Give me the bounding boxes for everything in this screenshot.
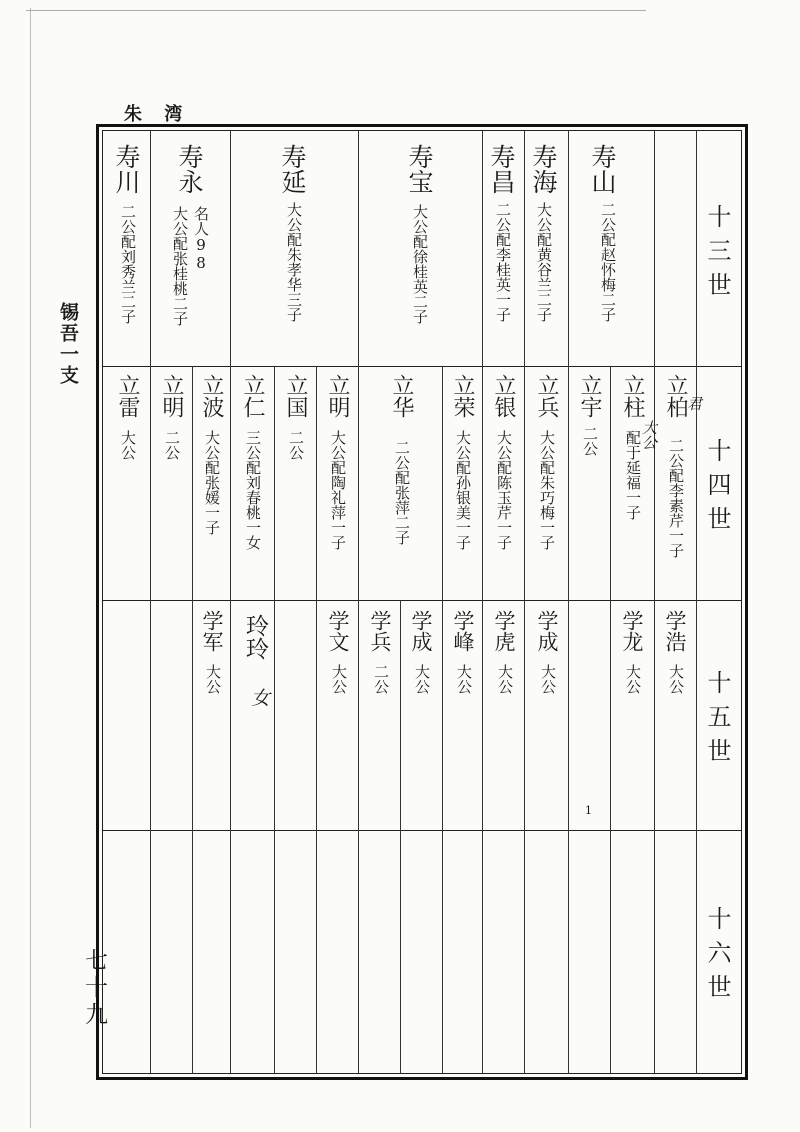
- gen15-note: 大公: [496, 664, 514, 694]
- row-divider-15: [102, 830, 742, 831]
- gen15-name: 玲玲: [242, 614, 268, 660]
- gen14-name: 立宇: [577, 374, 602, 418]
- gen14-name: 立波: [199, 374, 224, 418]
- r14-divider: [654, 366, 655, 600]
- r14-divider: [610, 366, 611, 600]
- gen15-name: 学成: [535, 610, 559, 652]
- gen15-note: 大公: [330, 664, 348, 694]
- gen14-name: 立国: [283, 374, 308, 418]
- r15-divider: [230, 600, 231, 1074]
- gen13-name: 寿海: [529, 144, 558, 194]
- gen15-note: 大公: [667, 664, 685, 694]
- gen14-note: 大公配朱巧梅一子: [538, 430, 556, 550]
- gen14-name: 立华: [389, 374, 414, 418]
- r15-divider: [150, 600, 151, 1074]
- r15-divider: [482, 600, 483, 1074]
- r15-divider: [358, 600, 359, 1074]
- gen13-name: 寿昌: [487, 144, 516, 194]
- gen15-name: 学文: [326, 610, 350, 652]
- gen15-name: 学兵: [368, 610, 392, 652]
- row-divider-14: [102, 600, 742, 601]
- gen13-note: 大公配黄谷兰二子: [535, 202, 553, 322]
- r14-divider: [316, 366, 317, 600]
- gen14-note: 配于延福一子: [624, 430, 642, 520]
- generation-16-label: 十六世: [703, 906, 731, 1008]
- gen13-note: 二公配李桂英一子: [494, 202, 512, 322]
- gen14-note: 二公: [581, 426, 599, 456]
- gen13-name: 寿延: [278, 144, 307, 194]
- r14-divider: [482, 366, 483, 600]
- stray-mark: 1: [585, 804, 592, 817]
- gen14-name: 立银: [491, 374, 516, 418]
- gen14-note: 大公配张媛一子: [203, 430, 221, 535]
- gen15-name: 学龙: [620, 610, 644, 652]
- gen14-name: 立雷: [115, 374, 140, 418]
- r13-divider: [358, 130, 359, 366]
- gen14-name: 立荣: [450, 374, 475, 418]
- gen15-note: 大公: [204, 664, 222, 694]
- r15-divider: [654, 600, 655, 1074]
- generation-column-divider: [696, 130, 697, 1074]
- r15-divider: [524, 600, 525, 1074]
- r13-divider: [654, 130, 655, 366]
- gen14-handwritten-note: 君: [685, 396, 703, 411]
- gen13-note: 二公配刘秀兰二子: [119, 204, 137, 324]
- generation-14-label: 十四世: [703, 438, 731, 540]
- r13-divider: [230, 130, 231, 366]
- r13-divider: [150, 130, 151, 366]
- village-header: 朱 湾: [124, 104, 191, 125]
- generation-13-label: 十三世: [703, 204, 731, 306]
- gen15-name: 学峰: [451, 610, 475, 652]
- gen14-note: 大公: [119, 430, 137, 460]
- gen14-note: 三公配刘春桃一女: [244, 430, 262, 550]
- gen14-note: 大公配孙银美一子: [454, 430, 472, 550]
- gen15-note: 大公: [539, 664, 557, 694]
- gen14-note: 大公配陶礼萍一子: [329, 430, 347, 550]
- gen13-name: 寿宝: [405, 144, 434, 194]
- r14-divider: [358, 366, 359, 600]
- r14-divider: [524, 366, 525, 600]
- r15-divider: [316, 600, 317, 1074]
- gen14-note: 二公配李素芹一子: [667, 438, 685, 558]
- gen14-note: 二公: [287, 430, 305, 460]
- r15-divider: [442, 600, 443, 1074]
- r14-divider: [442, 366, 443, 600]
- r14-divider: [568, 366, 569, 600]
- gen15-note: 二公: [372, 664, 390, 694]
- branch-label: 锡吾一支: [57, 302, 79, 386]
- gen14-note: 大公配陈玉芹一子: [495, 430, 513, 550]
- gen13-name: 寿川: [112, 144, 141, 194]
- gen14-name: 立柱: [620, 374, 645, 418]
- gen14-note: 二公: [163, 430, 181, 460]
- gen15-name: 学军: [200, 610, 224, 652]
- gen15-note: 大公: [624, 664, 642, 694]
- gen15-note: 大公: [455, 664, 473, 694]
- r15-divider: [568, 600, 569, 1074]
- scan-top-edge: [26, 10, 646, 11]
- r14-divider: [230, 366, 231, 600]
- gen13-note-a: 名人98: [192, 206, 210, 272]
- gen13-name: 寿山: [588, 144, 617, 194]
- scan-edge: [30, 8, 31, 1128]
- r15-divider: [274, 600, 275, 1074]
- gen14-handwritten-note: 大公: [640, 420, 658, 450]
- r15-divider: [610, 600, 611, 1074]
- r13-divider: [568, 130, 569, 366]
- gen15-name: 学虎: [492, 610, 516, 652]
- gen15-name: 学成: [409, 610, 433, 652]
- gen13-note: 二公配赵怀梅二子: [599, 202, 617, 322]
- generation-15-label: 十五世: [703, 670, 731, 772]
- gen14-name: 立仁: [240, 374, 265, 418]
- page-number: 七十九: [81, 948, 107, 1029]
- r15-divider: [400, 600, 401, 1074]
- gen13-note-b: 大公配张桂桃二子: [171, 206, 189, 326]
- gen14-name: 立明: [325, 374, 350, 418]
- r13-divider: [482, 130, 483, 366]
- r13-divider: [524, 130, 525, 366]
- r14-divider: [274, 366, 275, 600]
- gen14-note: 二公配张萍二子: [393, 440, 411, 545]
- gen13-note: 大公配徐桂英二子: [411, 204, 429, 324]
- gen13-note: 大公配朱孝华三子: [285, 202, 303, 322]
- gen15-name: 学浩: [663, 610, 687, 652]
- gen13-name: 寿永: [175, 144, 204, 194]
- r14-divider: [150, 366, 151, 600]
- r14-divider: [192, 366, 193, 600]
- gen14-name: 立兵: [534, 374, 559, 418]
- gen14-name: 立柏: [663, 374, 688, 418]
- row-divider-13: [102, 366, 742, 367]
- gen14-name: 立明: [159, 374, 184, 418]
- r15-divider: [192, 600, 193, 1074]
- gen15-note-handwritten: 女: [248, 688, 270, 707]
- gen15-note: 大公: [413, 664, 431, 694]
